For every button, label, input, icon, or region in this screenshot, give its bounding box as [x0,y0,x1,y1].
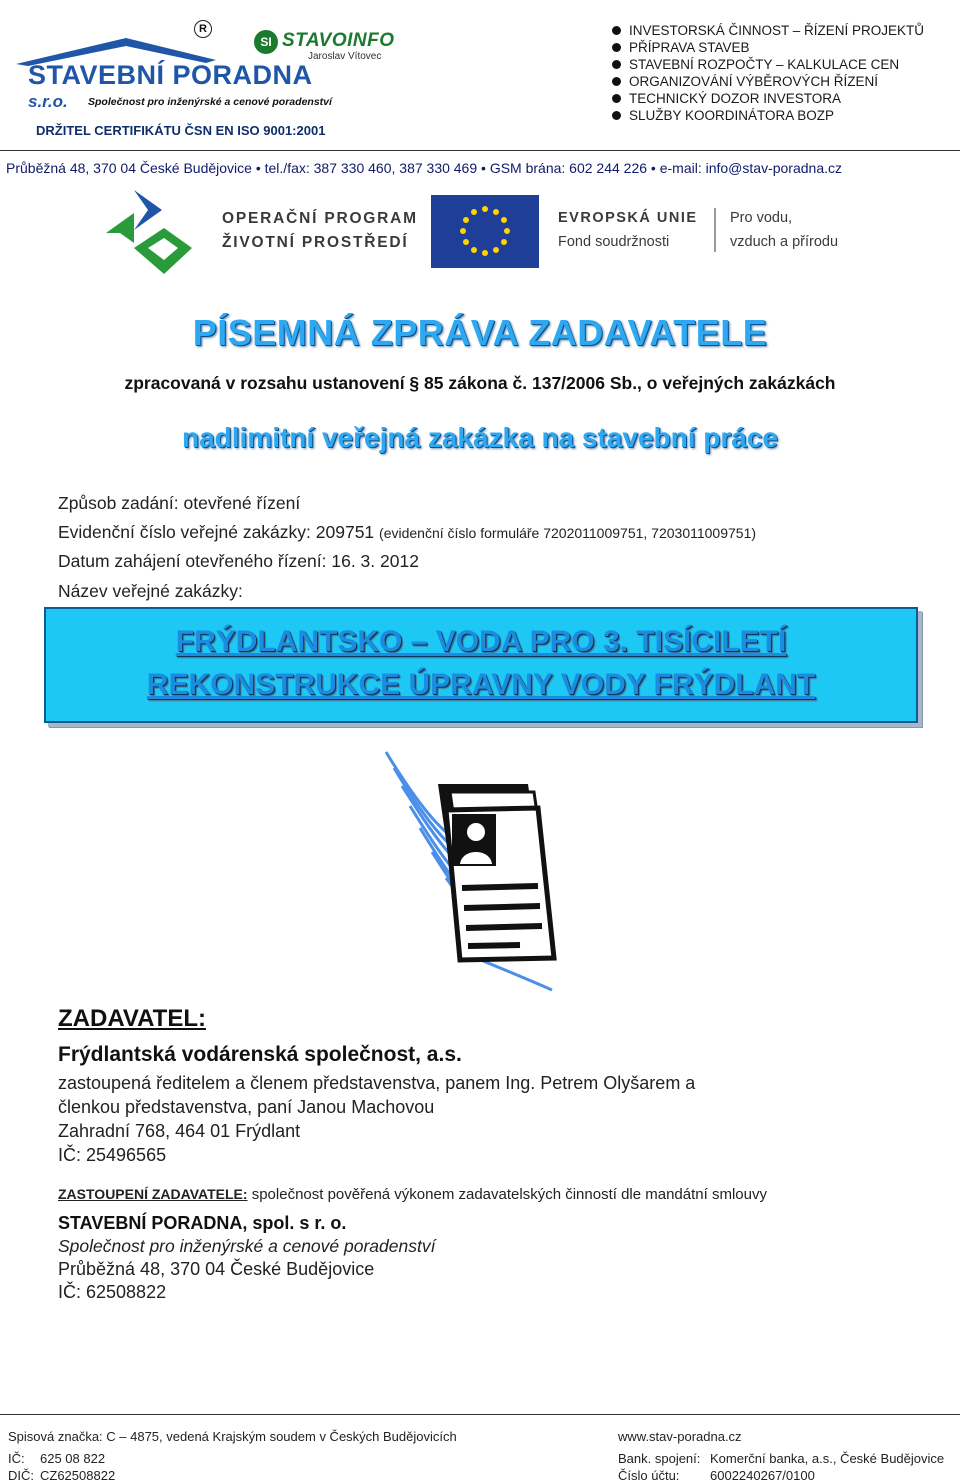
contract-name-label: Název veřejné zakázky: [58,581,243,601]
representative-name: STAVEBNÍ PORADNA, spol. s r. o. [58,1213,347,1233]
record-number-note: (evidenční číslo formuláře 7202011009751, 7203011009751) [379,525,757,541]
logo-divider [714,208,716,252]
document-icon [380,748,580,996]
slogan-line1: Pro vodu, [730,210,793,226]
footer-dic-value: CZ62508822 [40,1468,116,1483]
op-line1: OPERAČNÍ PROGRAM [222,210,418,227]
tender-type: nadlimitní veřejná zakázka na stavební práce [181,422,779,453]
eu-line1: EVROPSKÁ UNIE [558,210,698,226]
contact-bar [0,150,960,176]
service-item: TECHNICKÝ DOZOR INVESTORA [612,90,924,107]
stavoinfo-badge: SI [254,30,278,54]
representative-address: Průběžná 48, 370 04 České Budějovice [58,1259,375,1279]
footer-account-label: Číslo účtu: [618,1468,680,1483]
client-rep-line1: zastoupená ředitelem a členem představenstva, panem Ing. Petrem Olyšarem a [58,1073,696,1093]
footer-bank-label: Bank. spojení: [618,1451,701,1466]
representative-description: společnost pověřená výkonem zadavatelských činností dle mandátní smlouvy [251,1186,767,1203]
document-title: PÍSEMNÁ ZPRÁVA ZADAVATELE [192,312,768,353]
client-address: Zahradní 768, 464 01 Frýdlant [58,1121,301,1141]
client-heading: ZADAVATEL: [58,1005,206,1032]
service-item: INVESTORSKÁ ČINNOST – ŘÍZENÍ PROJEKTŮ [612,22,924,39]
award-procedure: Způsob zadání: otevřené řízení [58,493,301,513]
contact-text: Průběžná 48, 370 04 České Budějovice • tel./fax: 387 330 460, 387 330 469 • GSM brána: 602 244 226 • e-mail: info@stav-poradna.cz [6,160,843,176]
legal-basis: zpracovaná v rozsahu ustanovení § 85 zákona č. 137/2006 Sb., o veřejných zakázkách [124,373,836,393]
footer-bank-value: Komerční banka, a.s., České Budějovice [710,1451,945,1466]
record-number-row [58,522,756,543]
representative-row [58,1186,767,1203]
stavoinfo-name: STAVOINFO [282,30,395,51]
service-item: SLUŽBY KOORDINÁTORA BOZP [612,107,924,124]
contract-name-line2: REKONSTRUKCE ÚPRAVNY VODY FRÝDLANT [146,668,816,701]
footer-dic-label: DIČ: [8,1468,34,1483]
contract-name-box [44,607,918,723]
company-logo [6,0,396,138]
registered-mark: R [194,20,212,38]
eu-line2: Fond soudržnosti [558,234,670,250]
footer-web[interactable]: www.stav-poradna.cz [618,1429,742,1444]
record-number: Evidenční číslo veřejné zakázky: 209751 [58,522,375,542]
start-date: Datum zahájení otevřeného řízení: 16. 3. 2012 [58,551,419,571]
footer-registry: Spisová značka: C – 4875, vedená Krajským soudem v Českých Budějovicích [8,1429,457,1444]
service-item: STAVEBNÍ ROZPOČTY – KALKULACE CEN [612,56,924,73]
service-item: ORGANIZOVÁNÍ VÝBĚROVÝCH ŘÍZENÍ [612,73,924,90]
op-environment-logo-icon [104,188,204,278]
footer-account-value: 6002240267/0100 [710,1468,815,1483]
footer-ico-value: 625 08 822 [40,1451,106,1466]
client-ico: IČ: 25496565 [58,1145,167,1165]
iso-certificate: DRŽITEL CERTIFIKÁTU ČSN EN ISO 9001:2001 [36,123,326,138]
representative-label: ZASTOUPENÍ ZADAVATELE: [58,1186,248,1202]
slogan-line2: vzduch a přírodu [730,234,839,250]
eu-flag-icon [431,195,539,268]
brand-suffix: s.r.o. [28,92,68,111]
stavoinfo-owner: Jaroslav Vítovec [308,51,382,62]
representative-tagline: Společnost pro inženýrské a cenové poradenství [58,1236,436,1256]
footer-ico-label: IČ: [8,1451,25,1466]
op-line2: ŽIVOTNÍ PROSTŘEDÍ [222,234,409,251]
client-name: Frýdlantská vodárenská společnost, a.s. [58,1043,462,1066]
contract-name-line1: FRÝDLANTSKO – VODA PRO 3. TISÍCILETÍ [175,625,787,658]
services-list [612,22,924,124]
representative-ico: IČ: 62508822 [58,1282,167,1302]
client-rep-line2: členkou představenstva, paní Janou Machovou [58,1097,435,1117]
service-item: PŘÍPRAVA STAVEB [612,39,924,56]
footer-divider [0,1414,960,1415]
brand-tagline: Společnost pro inženýrské a cenové poradenství [88,96,332,108]
brand-name: STAVEBNÍ PORADNA [28,60,313,90]
